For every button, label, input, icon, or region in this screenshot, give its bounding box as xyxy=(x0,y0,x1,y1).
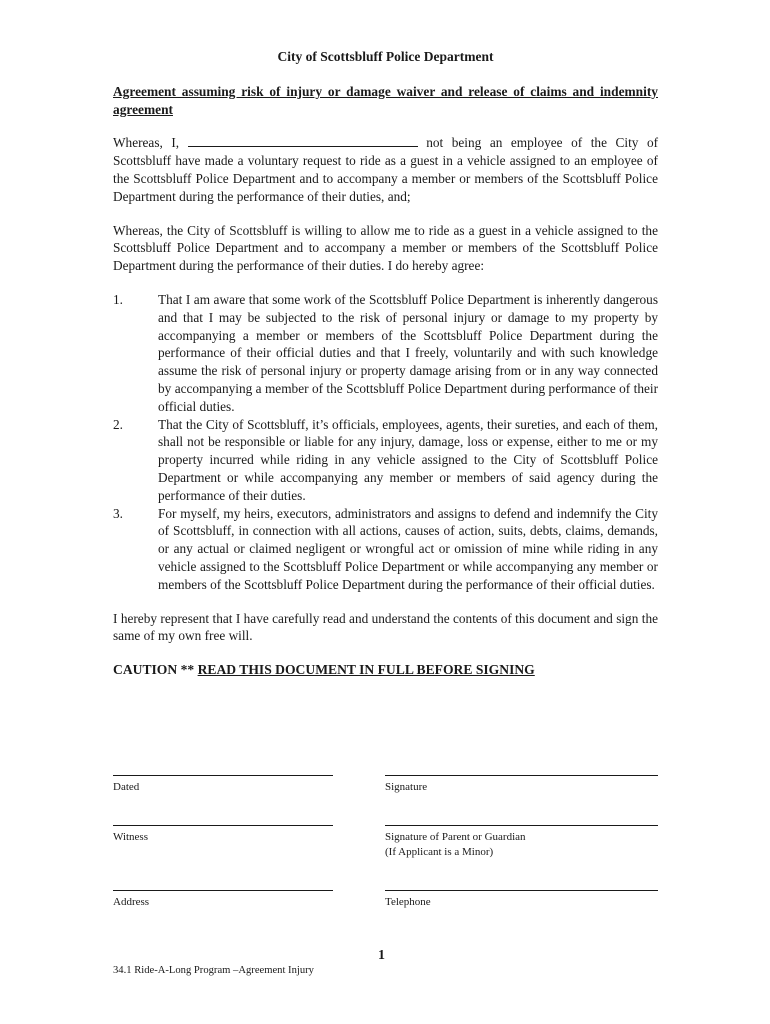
clause-number: 1. xyxy=(113,291,123,307)
dated-field[interactable] xyxy=(113,775,333,795)
signature-line xyxy=(385,775,658,776)
clause-text: For myself, my heirs, executors, administrators and assigns to defend and indemnify the City of Scottsbluff, in connection with all actions, causes of action, suits, debts, claims, demands, or any actual or claimed negligent or wrongful act or omission of mine while riding in any vehicle assigned to the Scottsbluff Police Department or while accompanying any member or members of the Scottsbluff Police Department during the performance of their official duties. xyxy=(158,505,658,592)
clause-number: 3. xyxy=(113,505,123,521)
clause-1 xyxy=(113,291,658,416)
document-reference: 34.1 Ride-A-Long Program –Agreement Injury xyxy=(113,965,314,976)
caution-notice xyxy=(113,661,658,679)
whereas-paragraph-2: Whereas, the City of Scottsbluff is willing to allow me to ride as a guest in a vehicle assigned to the Scottsbluff Police Department and to accompany a member or members of the Scottsbluff Police Department during the performance of their duties. I do hereby agree: xyxy=(113,222,658,274)
clause-3 xyxy=(113,505,658,594)
whereas-paragraph-1 xyxy=(113,134,658,205)
caution-prefix: CAUTION ** xyxy=(113,662,195,678)
agreement-clauses xyxy=(113,291,658,594)
parent-signature-label: Signature of Parent or Guardian xyxy=(385,831,526,843)
witness-field[interactable] xyxy=(113,825,333,845)
clause-2 xyxy=(113,416,658,505)
clause-number: 2. xyxy=(113,416,123,432)
caution-text: READ THIS DOCUMENT IN FULL BEFORE SIGNING xyxy=(197,662,535,678)
signature-line xyxy=(385,825,658,826)
clause-text: That I am aware that some work of the Scottsbluff Police Department is inherently dangerous and that I may be subjected to the risk of personal injury or damage to my property by accompanying a member or members of the Scottsbluff Police Department during the performance of their official duties and that I freely, voluntarily and with such knowledge assume the risk of personal injury or property damage arising from or in any way connected by accompanying a member of the Scottsbluff Police Department during performance of their official duties. xyxy=(158,291,658,414)
parent-signature-field[interactable] xyxy=(385,825,658,860)
telephone-field[interactable] xyxy=(385,890,658,910)
address-label: Address xyxy=(113,896,150,908)
document-title: City of Scottsbluff Police Department xyxy=(277,49,494,64)
signature-label: Signature xyxy=(385,781,428,793)
parent-note: (If Applicant is a Minor) xyxy=(385,846,494,858)
whereas-1-prefix: Whereas, I, xyxy=(113,135,180,151)
telephone-label: Telephone xyxy=(385,896,431,908)
clause-text: That the City of Scottsbluff, it’s officials, employees, agents, their sureties, and each of them, shall not be responsible or liable for any injury, damage, loss or expense, either to me or my property incurred while riding in any vehicle assigned to the City of Scottsbluff Police Department or while accompanying any member or members of said agency during the performance of their duties. xyxy=(158,416,658,503)
signature-line xyxy=(113,775,333,776)
signature-line xyxy=(385,890,658,891)
witness-label: Witness xyxy=(113,831,148,843)
whereas-1-suffix: not being an employee of the City of Scottsbluff have made a voluntary request to ride as a guest in a vehicle assigned to an employee of the Scottsbluff Police Department and to accompany a member or members of the Scottsbluff Police Department during the performance of their duties, and; xyxy=(113,135,659,204)
representation-paragraph: I hereby represent that I have carefully read and understand the contents of this document and sign the same of my own free will. xyxy=(113,610,658,644)
signature-line xyxy=(113,890,333,891)
address-field[interactable] xyxy=(113,890,333,910)
signature-field[interactable] xyxy=(385,775,658,795)
document-body xyxy=(113,48,658,679)
page-number: 1 xyxy=(378,948,385,963)
signature-line xyxy=(113,825,333,826)
participant-name-blank[interactable] xyxy=(188,134,418,147)
agreement-heading: Agreement assuming risk of injury or damage waiver and release of claims and indemnity agreement xyxy=(113,83,658,117)
dated-label: Dated xyxy=(113,781,140,793)
